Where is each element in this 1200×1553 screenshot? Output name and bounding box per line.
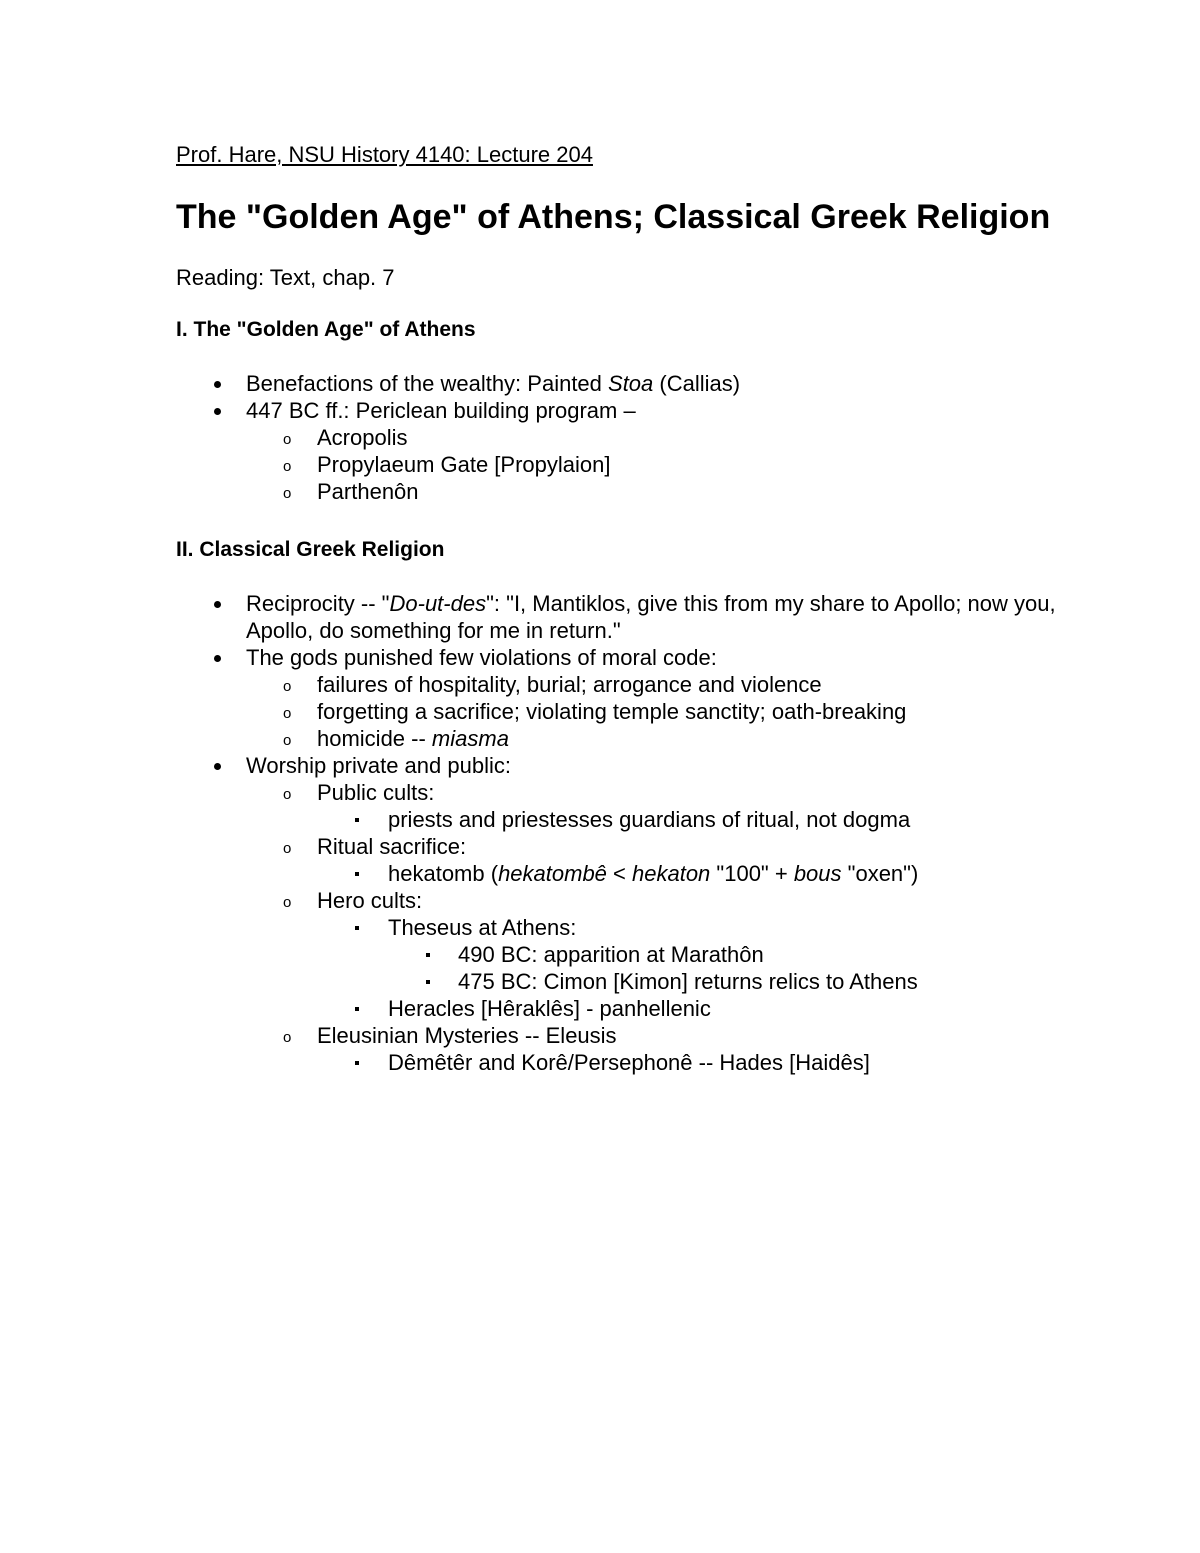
circle-marker: o — [283, 786, 292, 803]
bullet-marker — [214, 381, 221, 388]
square-marker — [355, 1007, 359, 1011]
list-item: o failures of hospitality, burial; arrogance and violence — [176, 671, 1056, 698]
sublist — [246, 671, 1056, 752]
list-item: priests and priestesses guardians of ritual, not dogma — [176, 806, 1056, 833]
sublist — [246, 424, 1056, 505]
circle-marker: o — [283, 458, 292, 475]
square-marker — [426, 953, 430, 957]
list-item: o forgetting a sacrifice; violating temple sanctity; oath-breaking — [176, 698, 1056, 725]
circle-marker: o — [283, 678, 292, 695]
sublist — [176, 860, 1056, 887]
circle-marker: o — [283, 431, 292, 448]
reading-assignment: Reading: Text, chap. 7 — [176, 265, 395, 290]
list-item: Theseus at Athens: 490 BC: apparition at Marathôn 475 BC: Cimon [Kimon] returns relics to Athens — [176, 914, 1056, 995]
list-item: 447 BC ff.: Periclean building program – o Acropolis o Propylaeum Gate [Propylaion] o Parthenôn — [176, 397, 1056, 505]
circle-marker: o — [283, 840, 292, 857]
list-item: Heracles [Hêraklês] - panhellenic — [176, 995, 1056, 1022]
circle-marker: o — [283, 705, 292, 722]
list-item: hekatomb (hekatombê < hekaton "100" + bous "oxen") — [176, 860, 1056, 887]
list-item: o homicide -- miasma — [176, 725, 1056, 752]
sublist — [246, 779, 1056, 1076]
list-item: Worship private and public: o Public cults: priests and priestesses guardians of ritual, not dogma o Ritual sacrifice: hekatomb (hekatombê < hekaton "100" + bous "oxen") o Hero cults: Theseus at Athens: 490 BC: apparition at Marathôn 475 BC: Cimon [Kimon] returns relics to Athens Heracles [Hêraklês] - panhellenic o Eleusinian Mysteries -- Eleusis Dêmêtêr and Korê/Persephonê -- Hades [Haidês] — [176, 752, 1056, 1076]
list-item: o Hero cults: Theseus at Athens: 490 BC: apparition at Marathôn 475 BC: Cimon [Kimon] returns relics to Athens Heracles [Hêraklês] - panhellenic — [176, 887, 1056, 1022]
circle-marker: o — [283, 485, 292, 502]
square-marker — [355, 926, 359, 930]
section-1-heading: I. The "Golden Age" of Athens — [176, 318, 476, 341]
course-header: Prof. Hare, NSU History 4140: Lecture 204 — [176, 142, 593, 167]
list-item: o Acropolis — [176, 424, 1056, 451]
sublist — [176, 806, 1056, 833]
bullet-marker — [214, 408, 221, 415]
square-marker — [355, 1061, 359, 1065]
circle-marker: o — [283, 732, 292, 749]
sublist — [176, 914, 1056, 1022]
document-page — [176, 140, 1056, 1076]
list-item: Dêmêtêr and Korê/Persephonê -- Hades [Haidês] — [176, 1049, 1056, 1076]
list-item: o Parthenôn — [176, 478, 1056, 505]
list-item: The gods punished few violations of moral code: o failures of hospitality, burial; arrogance and violence o forgetting a sacrifice; violating temple sanctity; oath-breaking o homicide -- miasma — [176, 644, 1056, 752]
circle-marker: o — [283, 894, 292, 911]
bullet-marker — [214, 601, 221, 608]
list-item: Benefactions of the wealthy: Painted Stoa (Callias) — [176, 370, 1056, 397]
list-item: o Public cults: priests and priestesses guardians of ritual, not dogma — [176, 779, 1056, 833]
section-2-list — [176, 590, 1056, 1076]
list-item: o Propylaeum Gate [Propylaion] — [176, 451, 1056, 478]
square-marker — [355, 872, 359, 876]
list-item: 475 BC: Cimon [Kimon] returns relics to Athens — [176, 968, 1056, 995]
document-title: The "Golden Age" of Athens; Classical Greek Religion — [176, 198, 1051, 236]
list-item: o Ritual sacrifice: hekatomb (hekatombê < hekaton "100" + bous "oxen") — [176, 833, 1056, 887]
bullet-marker — [214, 655, 221, 662]
square-marker — [355, 818, 359, 822]
list-item: Reciprocity -- "Do-ut-des": "I, Mantiklos, give this from my share to Apollo; now you, Apollo, do something for me in return." — [176, 590, 1056, 644]
sublist — [176, 941, 1056, 995]
list-item: 490 BC: apparition at Marathôn — [176, 941, 1056, 968]
circle-marker: o — [283, 1029, 292, 1046]
square-marker — [426, 980, 430, 984]
list-item: o Eleusinian Mysteries -- Eleusis Dêmêtêr and Korê/Persephonê -- Hades [Haidês] — [176, 1022, 1056, 1076]
section-1-list — [176, 370, 1056, 505]
bullet-marker — [214, 763, 221, 770]
sublist — [176, 1049, 1056, 1076]
section-2-heading: II. Classical Greek Religion — [176, 538, 445, 561]
